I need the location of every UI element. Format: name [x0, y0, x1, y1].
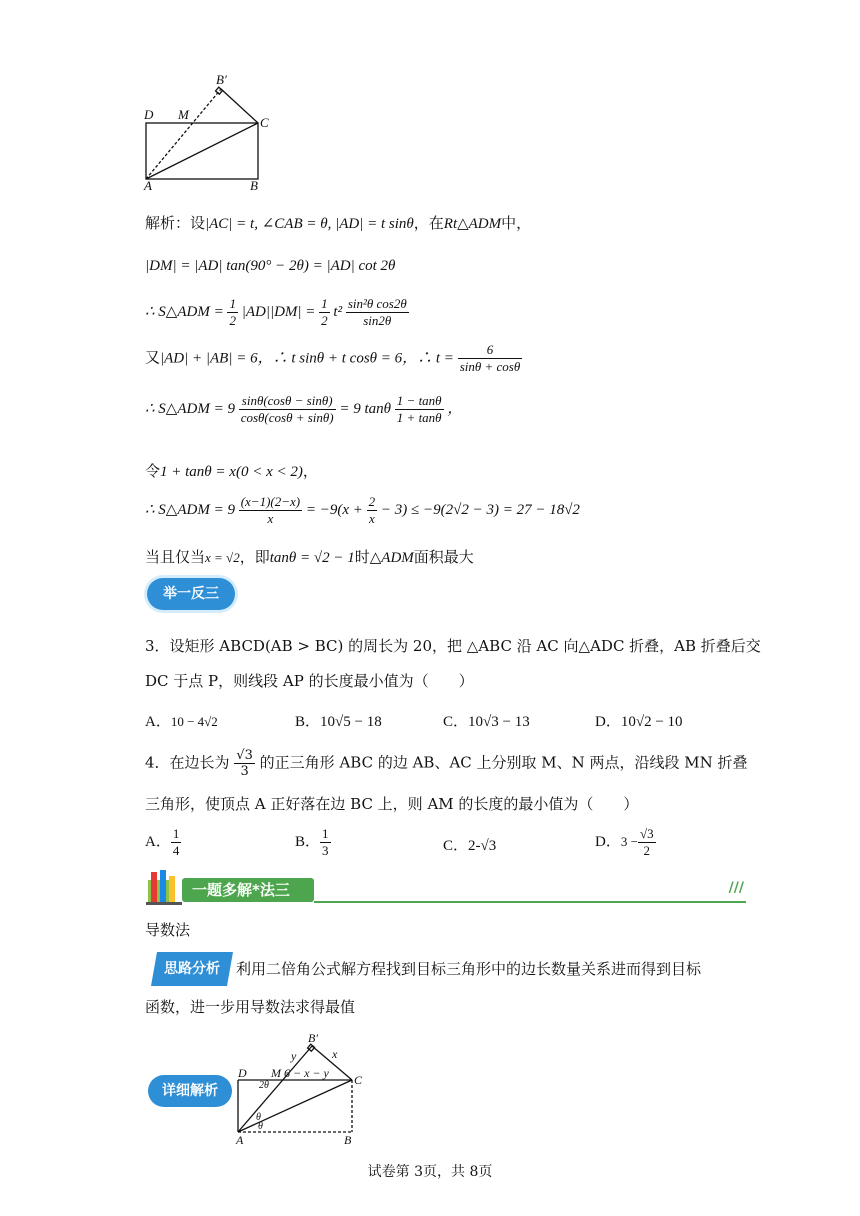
label2-m: M: [271, 1066, 281, 1080]
label-b: B: [250, 178, 258, 192]
label2-c: C: [354, 1073, 363, 1087]
q4-option-b[interactable]: B． $\frac{1}{3}$: [295, 826, 329, 858]
label2-theta-1: θ: [256, 1112, 261, 1123]
think-text-2: 函数，进一步用导数法求得最值: [145, 998, 356, 1016]
solution-line-4: 又|AD| + |AB| = 6，∴ t sinθ + t cosθ = 6，∴ t = $\frac{6}{\sin\theta + \cos\theta}$: [145, 342, 521, 374]
section-banner: [146, 868, 746, 908]
figure-fold-rectangle-2: [228, 1028, 368, 1150]
badge-jyfs: 举一反三: [147, 578, 235, 610]
label-a: A: [144, 178, 152, 192]
solution-line-3: ∴ S△ADM = $\frac{1}{2}$ |AD||DM| = $\frac{1}{2}$ t² $\frac{\text{sin²θ cos2θ}}{\sin 2\theta}$: [145, 296, 407, 328]
label2-2theta: 2θ: [259, 1080, 269, 1091]
solution-line-5: ∴ S△ADM = 9 $\frac{\sin\theta(\cos\theta - \sin\theta)}{\cos\theta(\cos\theta + \sin\theta)}$ = 9 tanθ $\frac{1 - \tan\theta}{1 + \tan\theta}$ ，: [145, 393, 463, 425]
figure-fold-rectangle-1: [138, 70, 278, 192]
solution-line-1: 解析：设|AC| = t, ∠CAB = θ, |AD| = t sinθ，在Rt△ADM中，: [145, 214, 532, 232]
banner-title: 一题多解*法三: [182, 878, 314, 902]
q3-option-c[interactable]: C．10√3 − 13: [443, 714, 530, 730]
label-d: D: [144, 107, 154, 122]
q4-line-2: 三角形，使顶点 A 正好落在边 BC 上，则 AM 的长度的最小值为（ ）: [145, 795, 639, 813]
q3-option-d[interactable]: D．10√2 − 10: [595, 714, 683, 730]
page-footer: 试卷第 3页，共 8页: [367, 1164, 493, 1180]
q4-option-a[interactable]: A． $\frac{1}{4}$: [145, 826, 180, 858]
label2-x: x: [332, 1047, 338, 1061]
label2-theta-2: θ: [258, 1121, 263, 1132]
label2-y: y: [291, 1049, 297, 1063]
q3-option-b[interactable]: B．10√5 − 18: [295, 714, 382, 730]
q4-option-c[interactable]: C．2-√3: [443, 838, 497, 854]
solution-line-2: |DM| = |AD| tan(90° − 2θ) = |AD| cot 2θ: [145, 258, 396, 274]
banner-mark: ///: [728, 880, 744, 896]
label2-a: A: [236, 1133, 244, 1147]
solution-line-7: ∴ S△ADM = 9 $\frac{(x-1)(2-x)}{x}$ = −9(x + $\frac{2}{x}$ − 3) ≤ −9(2√2 − 3) = 27 − 18√2: [145, 494, 580, 526]
badge-detail: 详细解析: [148, 1075, 232, 1107]
banner-rule: [314, 901, 746, 903]
solution-line-6: 令1 + tanθ = x(0 < x < 2)，: [145, 462, 318, 480]
think-text-1: 利用二倍角公式解方程找到目标三角形中的边长数量关系进而得到目标: [236, 960, 702, 978]
label2-d: D: [238, 1066, 247, 1080]
q3-option-a[interactable]: A．10 − 4√2: [145, 714, 218, 730]
label2-segment: 6 − x − y: [284, 1066, 329, 1080]
method-title: 导数法: [145, 921, 191, 939]
banner-stationery-icon: [146, 868, 186, 906]
solution-line-8: 当且仅当x = √2，即tanθ = √2 − 1时△ADM面积最大: [145, 548, 474, 566]
badge-think: 思路分析: [151, 952, 233, 986]
label2-bprime: B′: [308, 1031, 318, 1045]
q4-line-1: 4．在边长为 $\frac{√3}{3}$ 的正三角形 ABC 的边 AB、AC 上分别取 M、N 两点，沿线段 MN 折叠: [145, 748, 748, 779]
label-c: C: [260, 115, 269, 130]
label-m: M: [178, 107, 189, 122]
q3-line-1: 3．设矩形 ABCD(AB > BC) 的周长为 20，把 △ABC 沿 AC 向△ADC 折叠，AB 折叠后交: [145, 637, 761, 655]
label2-b: B: [344, 1133, 352, 1147]
label-bprime: B′: [216, 72, 227, 87]
q4-option-d[interactable]: D．3 − $\frac{√3}{2}$: [595, 826, 654, 858]
q3-line-2: DC 于点 P，则线段 AP 的长度最小值为（ ）: [145, 672, 474, 690]
